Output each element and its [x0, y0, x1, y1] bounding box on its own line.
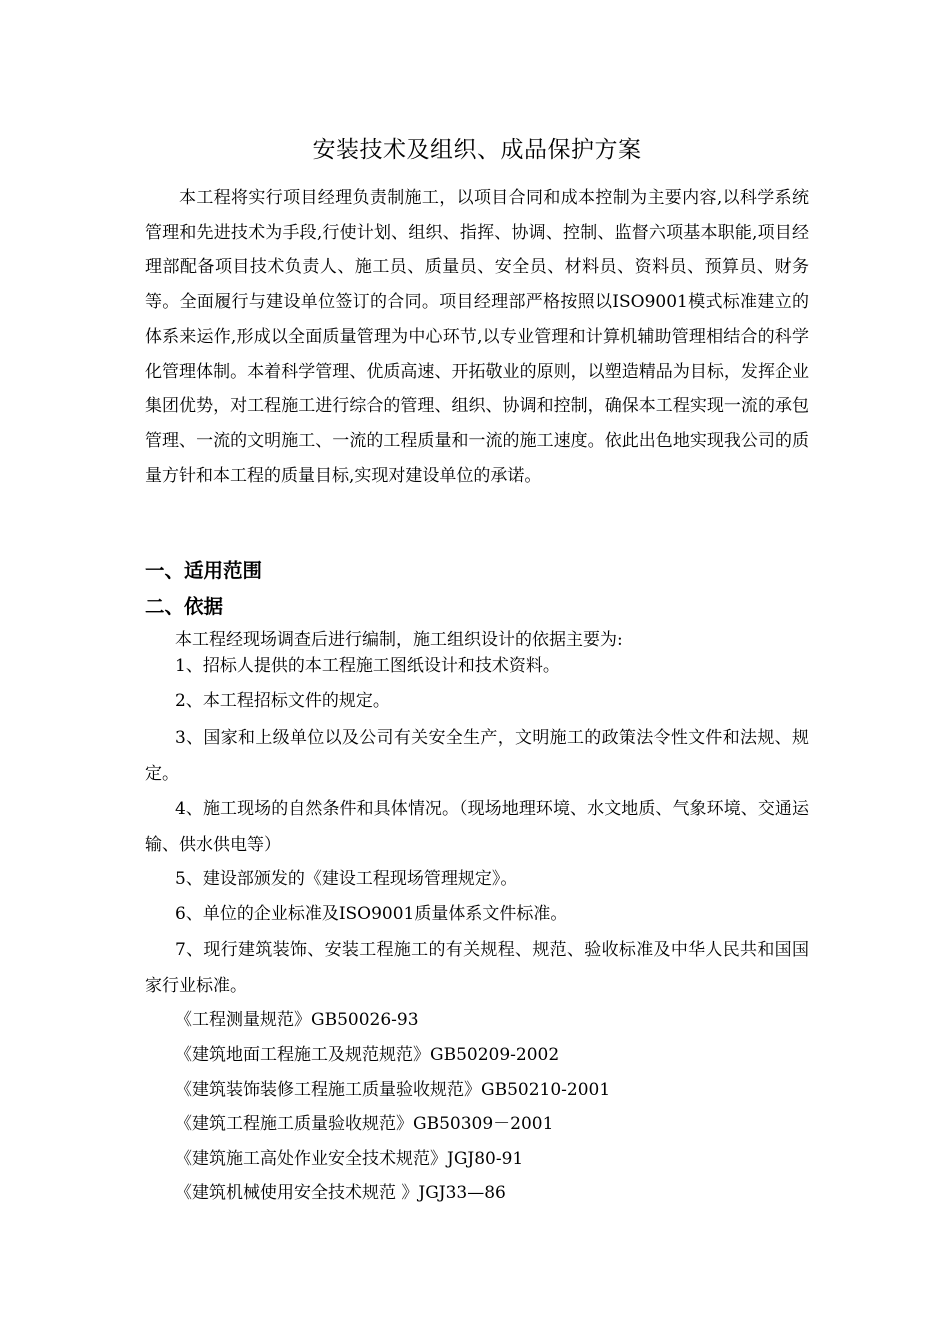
intro-paragraph: 本工程将实行项目经理负责制施工，以项目合同和成本控制为主要内容,以科学系统管理和先进技术为手段,行使计划、组织、指挥、协调、控制、监督六项基本职能,项目经理部配备项目技术负责人、施工员、质量员、安全员、材料员、资料员、预算员、财务等。全面履行与建设单位签订的合同。项目经理部严格按照以ISO9001模式标准建立的体系来运作,形成以全面质量管理为中心环节,以专业管理和计算机辅助管理相结合的科学化管理体制。本着科学管理、优质高速、开拓敬业的原则，以塑造精品为目标，发挥企业集团优势，对工程施工进行综合的管理、组织、协调和控制，确保本工程实现一流的承包管理、一流的文明施工、一流的工程质量和一流的施工速度。依此出色地实现我公司的质量方针和本工程的质量目标,实现对建设单位的承诺。	[145, 188, 809, 486]
basis-item-5: 5、建设部颁发的《建设工程现场管理规定》。	[175, 869, 518, 889]
basis-item-1: 1、招标人提供的本工程施工图纸设计和技术资料。	[175, 656, 560, 676]
document-title: 安装技术及组织、成品保护方案	[312, 137, 642, 163]
standard-item-2: 《建筑地面工程施工及规范规范》GB50209-2002	[175, 1045, 560, 1065]
document-page	[145, 0, 809, 1344]
basis-item-3: 3、国家和上级单位以及公司有关安全生产，文明施工的政策法令性文件和法规、规定。	[145, 728, 809, 784]
standard-item-6: 《建筑机械使用安全技术规范 》JGJ33—86	[175, 1183, 506, 1203]
basis-item-6: 6、单位的企业标准及ISO9001质量体系文件标准。	[175, 904, 568, 924]
section-heading-basis: 二、依据	[145, 595, 224, 618]
section-heading-scope: 一、适用范围	[145, 559, 263, 582]
basis-item-2: 2、本工程招标文件的规定。	[175, 691, 390, 711]
standard-item-4: 《建筑工程施工质量验收规范》GB50309－2001	[175, 1114, 554, 1134]
standard-item-3: 《建筑装饰装修工程施工质量验收规范》GB50210-2001	[175, 1080, 611, 1100]
standard-item-5: 《建筑施工高处作业安全技术规范》JGJ80-91	[175, 1149, 524, 1169]
basis-item-4: 4、施工现场的自然条件和具体情况。（现场地理环境、水文地质、气象环境、交通运输、供水供电等）	[145, 799, 809, 855]
basis-intro: 本工程经现场调查后进行编制，施工组织设计的依据主要为:	[175, 630, 623, 650]
standard-item-1: 《工程测量规范》GB50026-93	[175, 1010, 419, 1030]
basis-item-7: 7、现行建筑装饰、安装工程施工的有关规程、规范、验收标准及中华人民共和国国家行业标准。	[145, 940, 809, 996]
